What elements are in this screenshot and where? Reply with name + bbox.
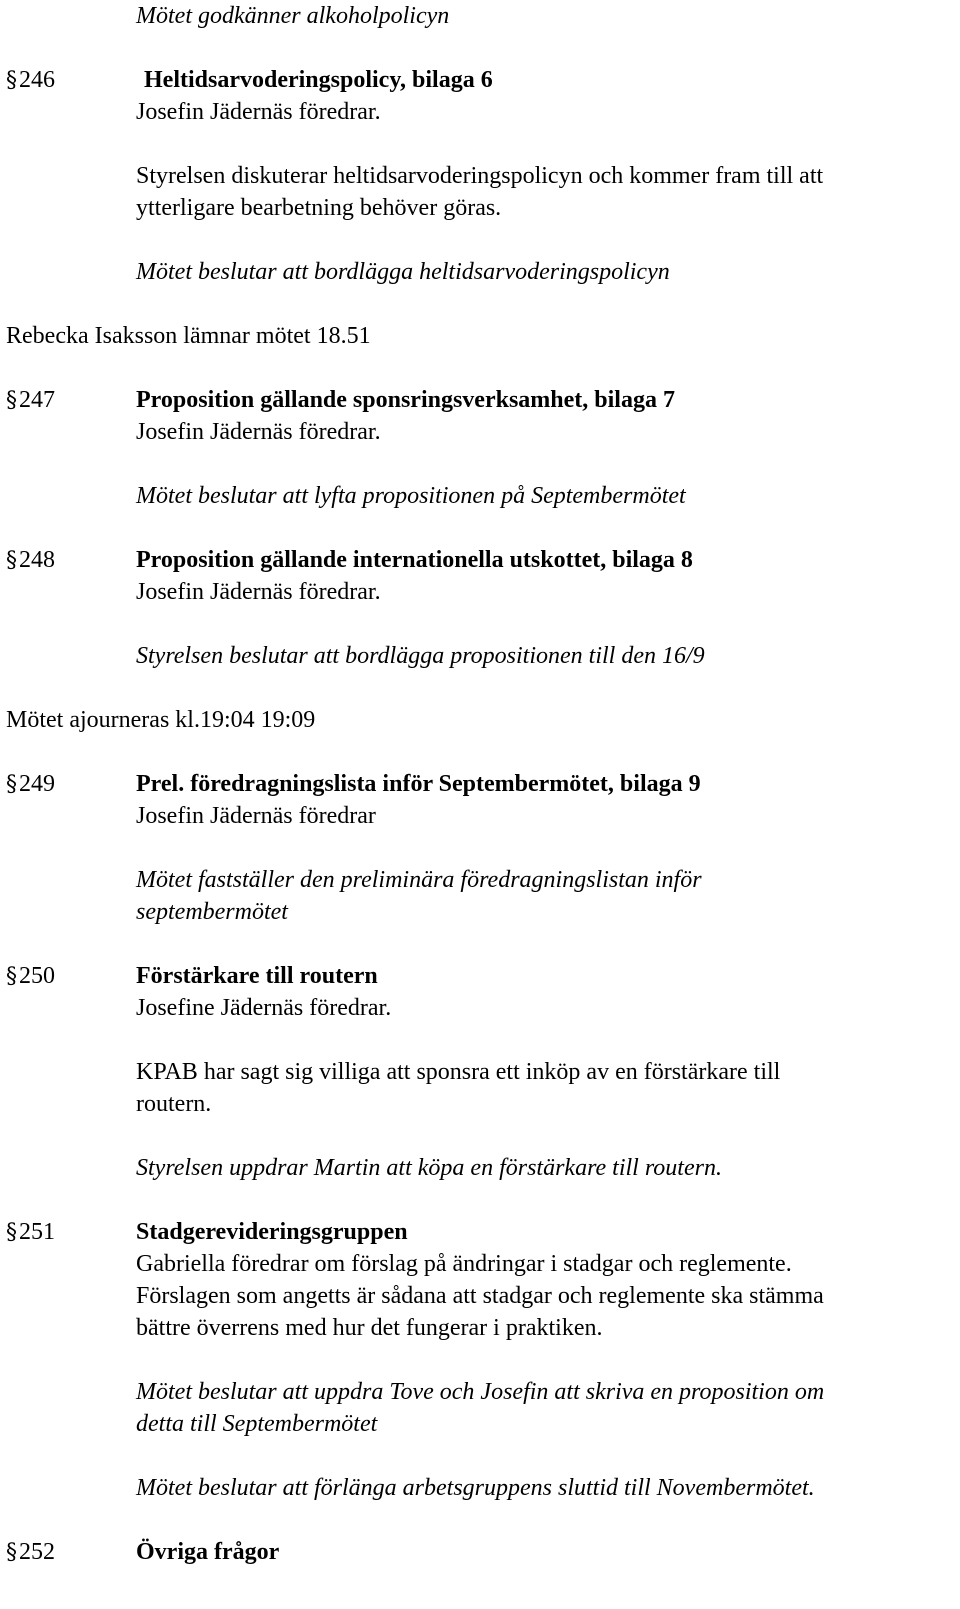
section-number: §251 bbox=[6, 1219, 55, 1245]
body-text: KPAB har sagt sig villiga att sponsra ett inköp av en förstärkare till bbox=[136, 1059, 781, 1085]
section-number: §246 bbox=[6, 67, 55, 93]
section-symbol: § bbox=[6, 964, 17, 989]
section-title: Övriga frågor bbox=[136, 1539, 280, 1565]
section-number: §248 bbox=[6, 547, 55, 573]
presenter-text: Josefin Jädernäs föredrar. bbox=[136, 579, 381, 605]
section-title: Heltidsarvoderingspolicy, bilaga 6 bbox=[144, 67, 493, 93]
section-title: Stadgerevideringsgruppen bbox=[136, 1219, 408, 1245]
decision-text: Mötet godkänner alkoholpolicyn bbox=[136, 3, 450, 29]
section-symbol: § bbox=[6, 548, 17, 573]
section-symbol: § bbox=[6, 772, 17, 797]
decision-text: Mötet beslutar att lyfta propositionen på Septembermötet bbox=[136, 483, 686, 509]
presenter-text: Josefine Jädernäs föredrar. bbox=[136, 995, 392, 1021]
decision-text: Styrelsen beslutar att bordlägga propositionen till den 16/9 bbox=[136, 643, 705, 669]
section-symbol: § bbox=[6, 1220, 17, 1245]
body-text: ytterligare bearbetning behöver göras. bbox=[136, 195, 502, 221]
decision-text: Mötet beslutar att förlänga arbetsgruppens sluttid till Novembermötet. bbox=[136, 1475, 815, 1501]
section-number: §252 bbox=[6, 1539, 55, 1565]
decision-text: Mötet beslutar att bordlägga heltidsarvoderingspolicyn bbox=[136, 259, 670, 285]
presenter-text: Josefin Jädernäs föredrar. bbox=[136, 419, 381, 445]
decision-text: Mötet beslutar att uppdra Tove och Josefin att skriva en proposition om bbox=[136, 1379, 825, 1405]
section-number: §249 bbox=[6, 771, 55, 797]
meeting-note: Mötet ajourneras kl.19:04 19:09 bbox=[6, 707, 316, 733]
section-title: Proposition gällande internationella utskottet, bilaga 8 bbox=[136, 547, 693, 573]
body-text: bättre överrens med hur det fungerar i praktiken. bbox=[136, 1315, 603, 1341]
section-symbol: § bbox=[6, 68, 17, 93]
meeting-note: Rebecka Isaksson lämnar mötet 18.51 bbox=[6, 323, 371, 349]
presenter-text: Josefin Jädernäs föredrar. bbox=[136, 99, 381, 125]
decision-text: detta till Septembermötet bbox=[136, 1411, 378, 1437]
presenter-text: Gabriella föredrar om förslag på ändringar i stadgar och reglemente. bbox=[136, 1251, 792, 1277]
section-title: Proposition gällande sponsringsverksamhet, bilaga 7 bbox=[136, 387, 675, 413]
section-title: Prel. föredragningslista inför Septembermötet, bilaga 9 bbox=[136, 771, 701, 797]
decision-text: septembermötet bbox=[136, 899, 288, 925]
section-number: §250 bbox=[6, 963, 55, 989]
decision-text: Styrelsen uppdrar Martin att köpa en förstärkare till routern. bbox=[136, 1155, 722, 1181]
section-symbol: § bbox=[6, 1540, 17, 1565]
body-text: routern. bbox=[136, 1091, 212, 1117]
section-number: §247 bbox=[6, 387, 55, 413]
presenter-text: Josefin Jädernäs föredrar bbox=[136, 803, 376, 829]
section-symbol: § bbox=[6, 388, 17, 413]
decision-text: Mötet fastställer den preliminära föredragningslistan inför bbox=[136, 867, 702, 893]
section-title: Förstärkare till routern bbox=[136, 963, 378, 989]
body-text: Styrelsen diskuterar heltidsarvoderingspolicyn och kommer fram till att bbox=[136, 163, 824, 189]
body-text: Förslagen som angetts är sådana att stadgar och reglemente ska stämma bbox=[136, 1283, 824, 1309]
